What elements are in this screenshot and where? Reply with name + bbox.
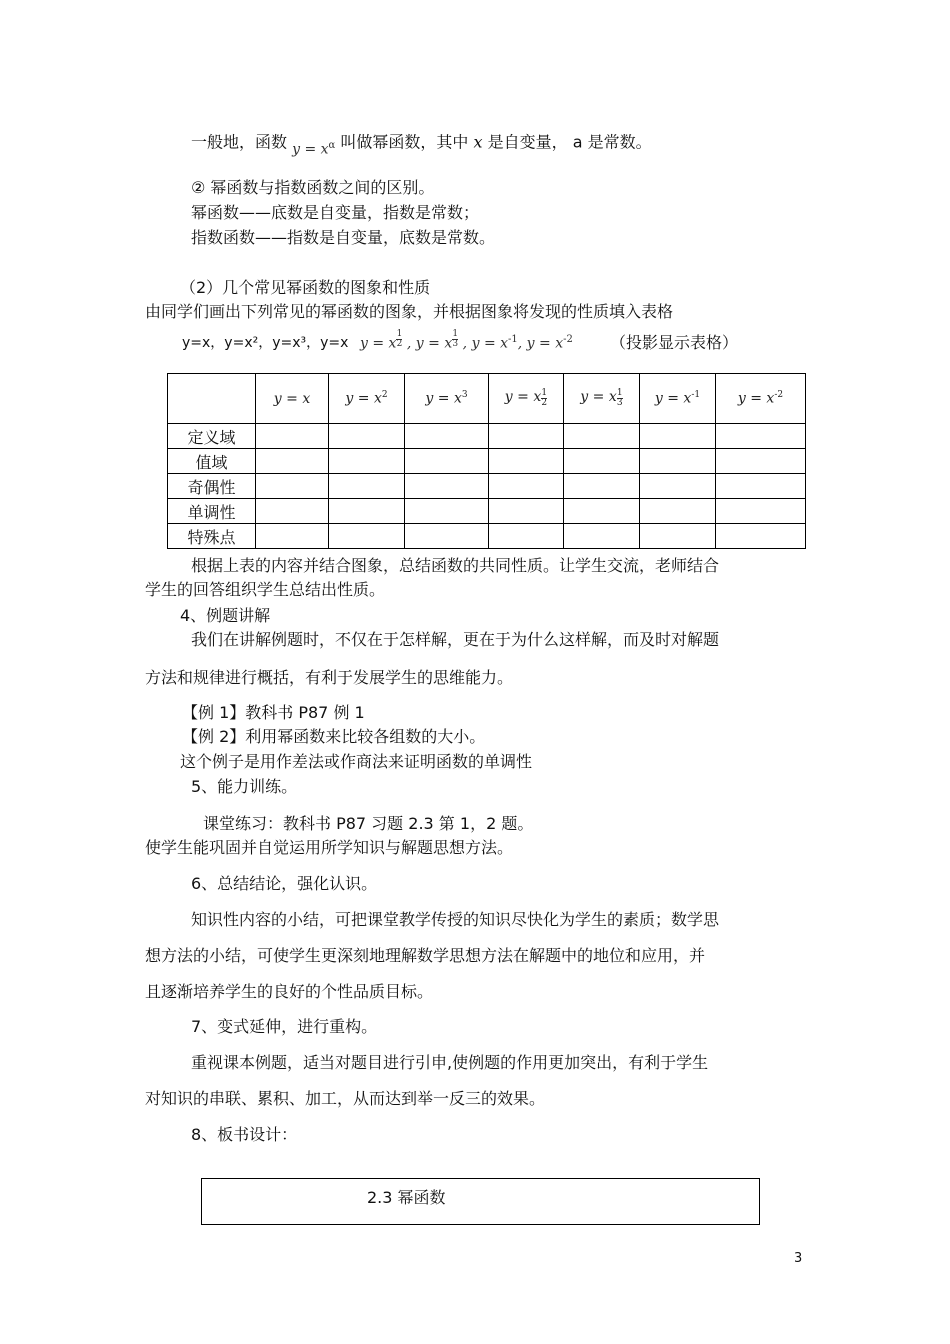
projection-note: （投影显示表格） <box>610 333 739 352</box>
table-cell <box>564 499 640 524</box>
paragraph-line: 幂函数——底数是自变量，指数是常数； <box>191 203 480 222</box>
table-cell <box>405 424 489 449</box>
table-cell <box>329 524 405 549</box>
table-cell <box>168 374 256 424</box>
table-cell <box>405 524 489 549</box>
section-heading: 8、板书设计： <box>191 1125 298 1144</box>
row-label: 奇偶性 <box>168 474 256 499</box>
table-header-row <box>168 374 806 424</box>
row-label: 定义域 <box>168 424 256 449</box>
table-row <box>168 449 806 474</box>
paragraph-line: 课堂练习：教科书 P87 习题 2.3 第 1，2 题。 <box>203 814 534 833</box>
header-y-x2: $y = x^2$ <box>329 374 405 424</box>
table-cell <box>489 474 564 499</box>
table-cell <box>716 424 806 449</box>
table-cell <box>640 499 716 524</box>
table-cell <box>405 449 489 474</box>
text-segment: a <box>572 132 583 152</box>
table-cell <box>564 524 640 549</box>
section-heading: （2）几个常见幂函数的图象和性质 <box>180 278 431 297</box>
paragraph-line: ② 幂函数与指数函数之间的区别。 <box>191 178 435 197</box>
table-cell <box>329 449 405 474</box>
header-y-x-third: y = x $\frac{1}{3}$ <box>564 374 640 424</box>
table-cell <box>564 449 640 474</box>
text-segment: 是常数。 <box>587 132 652 152</box>
paragraph-line: 使学生能巩固并自觉运用所学知识与解题思想方法。 <box>145 838 514 857</box>
board-title: 2.3 幂函数 <box>367 1188 446 1207</box>
row-label: 值域 <box>168 449 256 474</box>
properties-table <box>167 373 806 549</box>
paragraph-line: 根据上表的内容并结合图象，总结函数的共同性质。让学生交流，老师结合 <box>191 556 720 575</box>
paragraph-line: 这个例子是用作差法或作商法来证明函数的单调性 <box>180 752 533 771</box>
table-cell <box>716 499 806 524</box>
table-cell <box>489 424 564 449</box>
text-segment: x <box>473 132 483 152</box>
header-y-x-neg1: $y = x^{-1}$ <box>640 374 716 424</box>
section-heading: 7、变式延伸，进行重构。 <box>191 1017 378 1036</box>
table-cell <box>256 499 329 524</box>
row-label: 单调性 <box>168 499 256 524</box>
table-cell <box>640 424 716 449</box>
table-cell <box>256 524 329 549</box>
paragraph-line: 重视课本例题，适当对题目进行引申,使例题的作用更加突出，有利于学生 <box>191 1053 709 1072</box>
table-cell <box>405 474 489 499</box>
paragraph-line: 指数函数——指数是自变量，底数是常数。 <box>191 228 496 247</box>
table-cell <box>640 524 716 549</box>
table-cell <box>716 524 806 549</box>
table-row <box>168 474 806 499</box>
table-cell <box>640 449 716 474</box>
paragraph-line: 我们在讲解例题时，不仅在于怎样解，更在于为什么这样解，而及时对解题 <box>191 630 720 649</box>
text-segment: 一般地，函数 <box>191 132 288 152</box>
text-segment: 叫做幂函数，其中 <box>340 132 469 152</box>
table-row <box>168 424 806 449</box>
paragraph-line: 学生的回答组织学生总结出性质。 <box>145 580 386 599</box>
table-cell <box>329 474 405 499</box>
table-row <box>168 499 806 524</box>
table-cell <box>256 449 329 474</box>
paragraph-line: 知识性内容的小结，可把课堂教学传授的知识尽快化为学生的素质；数学思 <box>191 910 720 929</box>
table-cell <box>564 474 640 499</box>
header-y-x3: $y = x^3$ <box>405 374 489 424</box>
board-design-box <box>201 1178 760 1225</box>
table-cell <box>405 499 489 524</box>
table-cell <box>489 449 564 474</box>
section-heading: 5、能力训练。 <box>191 777 298 796</box>
section-heading: 4、例题讲解 <box>180 606 271 625</box>
text-segment: y=x，y=x²，y=x³，y=x <box>182 335 349 351</box>
header-y-x-half: y = x $\frac{1}{2}$ <box>489 374 564 424</box>
header-y-x-neg2: $y = x^{-2}$ <box>716 374 806 424</box>
row-label: 特殊点 <box>168 524 256 549</box>
table-cell <box>329 499 405 524</box>
table-cell <box>256 474 329 499</box>
table-cell <box>640 474 716 499</box>
page-number: 3 <box>794 1251 803 1266</box>
example-2: 【例 2】利用幂函数来比较各组数的大小。 <box>182 727 486 746</box>
table-cell <box>716 474 806 499</box>
table-cell <box>716 449 806 474</box>
table-cell <box>564 424 640 449</box>
paragraph-line: 且逐渐培养学生的良好的个性品质目标。 <box>145 982 434 1001</box>
section-heading: 6、总结结论，强化认识。 <box>191 874 378 893</box>
header-y-x: y = x <box>256 374 329 424</box>
table-cell <box>329 424 405 449</box>
paragraph-line: 想方法的小结，可使学生更深刻地理解数学思想方法在解题中的地位和应用，并 <box>145 946 706 965</box>
function-list-line <box>182 333 348 353</box>
table-cell <box>489 499 564 524</box>
table-row <box>168 524 806 549</box>
paragraph-line: 由同学们画出下列常见的幂函数的图象，并根据图象将发现的性质填入表格 <box>145 302 674 321</box>
function-list-formulas: y = x $\frac{1}{2}$ , y = x $\frac{1}{3}$ , $y = x^{-1}$, $y = x^{-2}$ <box>360 329 573 352</box>
formula-power-function: $y = x^\alpha$ <box>292 140 336 158</box>
example-1: 【例 1】教科书 P87 例 1 <box>182 703 365 722</box>
table-cell <box>489 524 564 549</box>
definition-line <box>191 130 652 158</box>
table-cell <box>256 424 329 449</box>
text-segment: 是自变量， <box>487 132 568 152</box>
paragraph-line: 方法和规律进行概括，有利于发展学生的思维能力。 <box>145 668 514 687</box>
paragraph-line: 对知识的串联、累积、加工，从而达到举一反三的效果。 <box>145 1089 546 1108</box>
